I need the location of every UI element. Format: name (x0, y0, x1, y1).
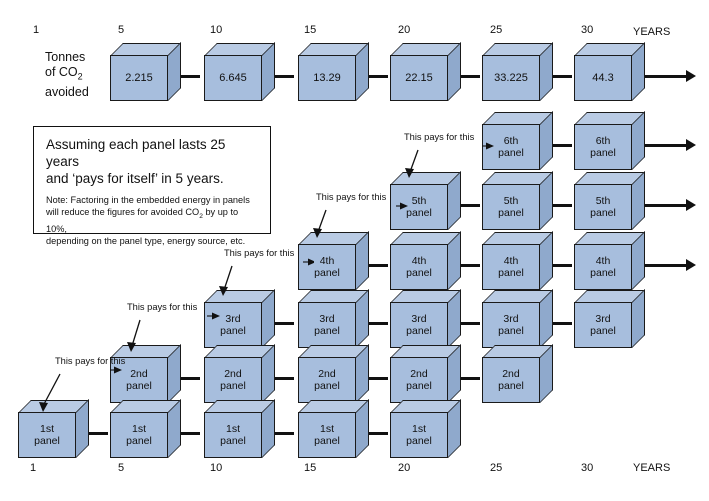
top-tick-20: 20 (398, 24, 411, 36)
top-tick-30: 30 (581, 24, 594, 36)
panel-label (482, 244, 540, 290)
panel-label-text: 3rd panel (590, 313, 616, 337)
bottom-tick-25: 25 (490, 462, 503, 474)
callout-note-line3: depending on the panel type, energy source, etc. (46, 235, 246, 246)
co2-box-6 (574, 43, 636, 101)
panel-box-3rd-c25 (482, 290, 544, 348)
annotation-pays-1: This pays for this (55, 356, 126, 366)
annotation-pays-4: This pays for this (316, 192, 387, 202)
arrow-head-row5 (686, 199, 696, 211)
panel-label (390, 412, 448, 458)
top-tick-1: 1 (33, 24, 40, 36)
co2-value-5: 33.225 (482, 55, 540, 101)
annotation-arrow-4 (298, 196, 408, 244)
panel-label-text: 1st panel (314, 423, 340, 447)
panel-box-1st-c20 (390, 400, 452, 458)
y-axis-label-line1: Tonnes (45, 50, 86, 64)
callout-note-line2 (46, 206, 260, 235)
y-axis-label-line2-text: of CO (45, 65, 78, 79)
panel-box-1st-c15 (298, 400, 360, 458)
panel-label-text: 1st panel (126, 423, 152, 447)
panel-label (204, 412, 262, 458)
panel-label-text: 4th panel (314, 255, 340, 279)
y-axis-label-line2 (45, 65, 115, 85)
panel-box-1st-c10 (204, 400, 266, 458)
bottom-tick-30: 30 (581, 462, 594, 474)
panel-box-5th-c30 (574, 172, 636, 230)
callout-note-line2-text: will reduce the figures for avoided CO (46, 207, 200, 217)
panel-label (390, 244, 448, 290)
panel-label (298, 412, 356, 458)
y-axis-label-sub: 2 (77, 71, 83, 82)
panel-label (298, 302, 356, 348)
callout-headline (46, 136, 260, 187)
co2-box-2 (204, 43, 266, 101)
panel-box-4th-c25 (482, 232, 544, 290)
annotation-arrow-3 (204, 252, 314, 302)
top-years-label: YEARS (633, 26, 671, 38)
panel-label-text: 5th panel (406, 195, 432, 219)
panel-label (574, 184, 632, 230)
bottom-tick-10: 10 (210, 462, 223, 474)
co2-box-1 (110, 43, 172, 101)
panel-label-text: 4th panel (590, 255, 616, 279)
panel-label (482, 302, 540, 348)
panel-label-text: 2nd panel (498, 368, 524, 392)
assumption-callout (33, 126, 271, 246)
co2-value-1: 2.215 (110, 55, 168, 101)
co2-box-4 (390, 43, 452, 101)
arrow-head-co2 (686, 70, 696, 82)
panel-box-2nd-c20 (390, 345, 452, 403)
callout-note (46, 194, 260, 247)
panel-label-text: 6th panel (498, 135, 524, 159)
panel-label (204, 357, 262, 403)
bottom-tick-1: 1 (30, 462, 37, 474)
annotation-arrow-5 (390, 136, 500, 184)
callout-headline-line1: Assuming each panel lasts 25 years (46, 137, 226, 169)
annotation-pays-5: This pays for this (404, 132, 475, 142)
top-tick-5: 5 (118, 24, 125, 36)
bottom-years-label: YEARS (633, 462, 671, 474)
bottom-tick-5: 5 (118, 462, 125, 474)
panel-label (574, 124, 632, 170)
panel-label-text: 2nd panel (220, 368, 246, 392)
annotation-pays-2: This pays for this (127, 302, 198, 312)
panel-box-3rd-c20 (390, 290, 452, 348)
panel-box-3rd-c30 (574, 290, 636, 348)
callout-note-line1: Note: Factoring in the embedded energy in panels (46, 195, 250, 205)
callout-note-line2-sub: 2 (199, 212, 203, 220)
bottom-tick-15: 15 (304, 462, 317, 474)
annotation-arrow-1 (18, 360, 128, 422)
co2-value-3: 13.29 (298, 55, 356, 101)
panel-label-text: 4th panel (498, 255, 524, 279)
callout-headline-line2: and ‘pays for itself’ in 5 years. (46, 171, 224, 186)
y-axis-label-line3: avoided (45, 84, 89, 99)
panel-label-text: 1st panel (34, 423, 60, 447)
panel-box-6th-c30 (574, 112, 636, 170)
panel-label-text: 5th panel (590, 195, 616, 219)
panel-label-text: 2nd panel (406, 368, 432, 392)
panel-label (390, 302, 448, 348)
panel-label-text: 2nd panel (314, 368, 340, 392)
top-tick-15: 15 (304, 24, 317, 36)
panel-label-text: 6th panel (590, 135, 616, 159)
arrow-head-row6 (686, 139, 696, 151)
panel-label-text: 3rd panel (406, 313, 432, 337)
bottom-tick-20: 20 (398, 462, 411, 474)
co2-value-4: 22.15 (390, 55, 448, 101)
annotation-arrow-2 (110, 306, 220, 358)
panel-label (482, 357, 540, 403)
arrow-head-row4 (686, 259, 696, 271)
co2-value-6: 44.3 (574, 55, 632, 101)
co2-box-3 (298, 43, 360, 101)
panel-label-text: 3rd panel (498, 313, 524, 337)
panel-label-text: 3rd panel (220, 313, 246, 337)
panel-label (482, 184, 540, 230)
panel-label-text: 3rd panel (314, 313, 340, 337)
panel-label (574, 244, 632, 290)
y-axis-label (45, 50, 115, 100)
callout-note-line2-end: by up to 10%, (46, 207, 239, 234)
panel-label (298, 357, 356, 403)
panel-label (390, 357, 448, 403)
panel-box-4th-c30 (574, 232, 636, 290)
panel-label-text: 5th panel (498, 195, 524, 219)
panel-label-text: 1st panel (220, 423, 246, 447)
panel-label-text: 2nd panel (126, 368, 152, 392)
panel-label-text: 1st panel (406, 423, 432, 447)
panel-label (574, 302, 632, 348)
co2-value-2: 6.645 (204, 55, 262, 101)
panel-label-text: 4th panel (406, 255, 432, 279)
panel-box-2nd-c15 (298, 345, 360, 403)
panel-box-2nd-c25 (482, 345, 544, 403)
top-tick-10: 10 (210, 24, 223, 36)
co2-box-5 (482, 43, 544, 101)
annotation-pays-3: This pays for this (224, 248, 295, 258)
top-tick-25: 25 (490, 24, 503, 36)
